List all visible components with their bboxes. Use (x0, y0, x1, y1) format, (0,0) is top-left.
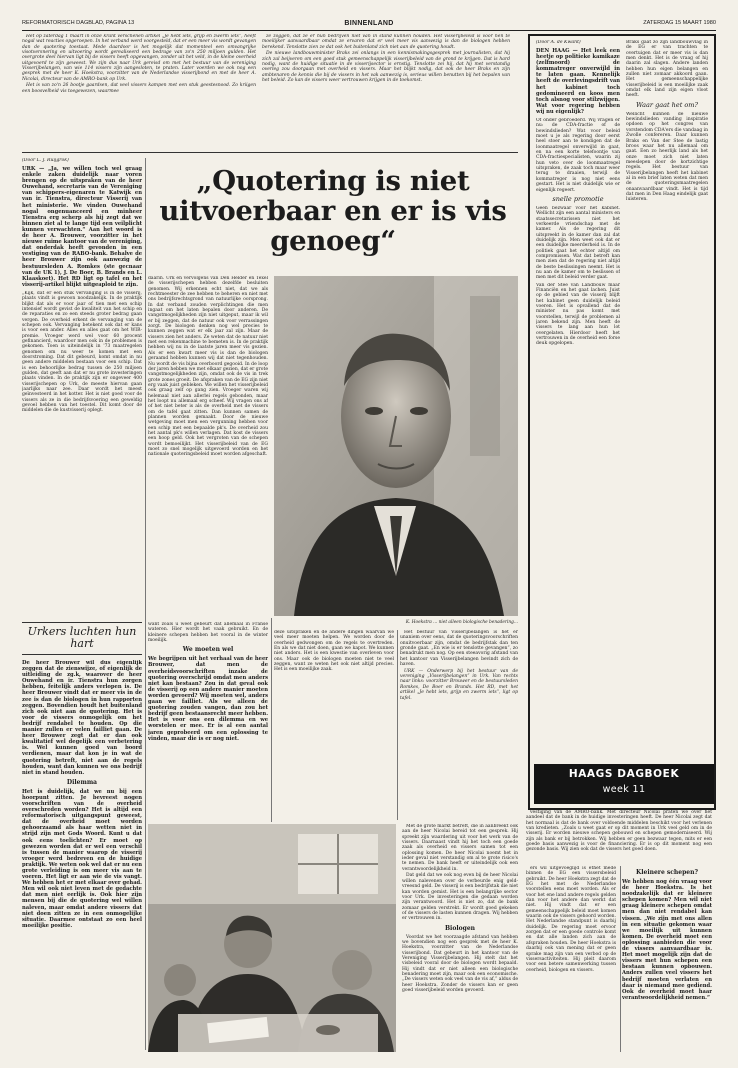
column-rule-1 (145, 158, 146, 1050)
intro-paragraph-3: ze zoggen, dat ze er hun bedrijven niet van in stand kunnen houden. Het visserijbeleid is voor hen te moeilijker aanvaardbaar omdat ze ervaren dat er veel meer vis aanwezig is dan de biologen hebben berekend. Tenslotte zien ze dat ook het buitenland zich niet aan de quotering houdt. (262, 34, 510, 50)
biologen-head: Biologen (444, 924, 475, 932)
lead-column (22, 158, 142, 618)
body-column-4: deze uitspraken en de andere dingen waarvan we veel meer moeten helpen. We worden door de overheid gedwongen om de regels te overtreden. En als we dat niet doen, gaan we kapot. We kunnen niet anders. Het is een kwestie van overleven voor ons. Maar ook de biologen moeten niet te veel zeggen, want ze weten het ook niet altijd precies. Het is een moeilijke zaak. (274, 630, 394, 673)
wetten-head: We moeten wel (182, 646, 234, 654)
hoekstra-paragraph: ers wil uitgevoeglijd is ethet mede binnen de EG een vissersbeleid gebruikt. De heer Hoekstra zegt dat de EG het met de Nederlandse voorstellen eens moet worden. Als er voor het ene land andere regels gelden dan voor het andere dan werkt dat niet. Hij vindt dat er een gemeenschappelijk beleid moet komen waarin ook de vissers gehoord worden. Het Nederlandse standpunt is daarbij duidelijk. De regering moet ervoor zorgen dat er een goede controle komt en dat alle landen zich aan de afspraken houden. De heer Hoekstra is daarbij ook van mening dat er geen sprake mag zijn van een verbod op de vissersactiviteiten. Hij pleit daarom voor een betere samenwerking tussen overheid, biologen en vissers. (526, 866, 616, 973)
newspaper-page (22, 18, 716, 1054)
urkers-divider-bottom (22, 654, 142, 655)
header-section: BINNENLAND (344, 20, 394, 27)
intro-paragraph-1: Het op zaterdag 1 maart in onze krant verschenen artikel „Je hebt iets, grijp en zwerm iets“, heeft nogal wat reacties opgeroepen. In het verband werd voorgesteld, dat er een meer vis wordt gevangen dan de quotering toestaat. Mede daardoor is het mogelijk dat momenteel een omvangrijke visotversnering en uitvoering wordt gerealiseerd een bedrage van zo'n 250 miljoen gulden. Het overgrote deel hiervan ligt bij de vissers heeft opgevangen, zonder uit het veld, in de kleine overheid uitgevoerd te zijn geweest. We zijn dus naar Urk gereisd om met het bestuur van de vereniging Visserijbelangen, van wie 114 vissers zijn aangesloten, te praten. Later voerden we ook nog een gesprek met de heer K. Hoekstra, voorzitter van de Nederlandse visserijbond en met de heer A. Nicolai, directeur van de AMRO-bank op Urk. (22, 34, 256, 82)
bank-paragraph-1: vestiging van de AMRO-bank. Met directeur Nicolai praten we over het aandeel dat de bank in de huidige investeringen heeft. De heer Nicolai zegt dat het normaal is dat de bank over voldoende middelen beschikt voor het verlenen van kredieten. „Zoals u weet gaat er op dit moment in Urk veel geld om in de visserij. Er worden nieuwe schepen gebouwd en schepen gemoderniseerd. Wij zijn als bank er bij betrokken. Wij hebben er geen bezwaar tegen, mits er een goede basis aanwezig is voor de financiering. Er is op dit moment nog een gezonde basis. Wij zien ook dat de vissers het goed doen. (526, 810, 712, 853)
haags-dagboek-title: HAAGS DAGBOEK (568, 768, 680, 780)
sidebar-author: (Door A. de Kwant) (536, 40, 581, 45)
sidebar-column-2 (626, 40, 708, 758)
body-column-5-text: Het bestuur van Visserijbelangen is het er unaniem over eens, dat de quoteringsvoorschriften onuitvoerbaar zijn, omdat de bedrijfstak dan ten gronde gaat. „En wie is er tenslotte gevangen“, zo benadrukt men nog. Op een steeavorig afstand van het kantoor van Visserijbelangen bevindt zich de haven. (400, 630, 518, 668)
urkers-column (22, 660, 142, 1050)
intro-divider (22, 152, 518, 153)
header-left: REFORMATORISCH DAGBLAD, PAGINA 13 (22, 20, 135, 26)
biologen-text: Voordat we het voorzaagde afstand van hebben we bovendien nog een gesprek met de heer K. Hoekstra, voorzitter van de Nederlandse visserijbond. Dat gebeurt in het kantoor van de Vereniging Visserijbelangen. Hij stelt dat het visbeleid vooral door de biologen wordt bepaald. Hij vindt dat er niet alleen een biologische benadering moet zijn, maar ook een economische. „De vissers weten ook veel van de vis af,“ aldus de heer Hoekstra. Zonder de vissers kan er geen goed visserijbeleid worden gevoerd. (402, 934, 518, 994)
body-paragraph-1: „Kijk, dat er een stuk vervanging is in de visserij, plaats vindt is gewoon noodzakelijk. In de praktijk blijkt dat als er voor jaar of tien met een schip intensief wordt gevist de kwaliteit van het schip en de reparaties en zo een steeds groter bedrag gaan vergen. De overheid erkent de vervanging van de schepen ook. Vervanging betekent ook dat er kans is voor een ander. Alles en alles gaat om het WIR-premie. Vroeger werd wel voor 60 procent gefinancierd, waardoor men ook in de problemen is gekomen. Toen is uiteindelijk in '73 maatregelen genomen om nu weer te komen met een doorstroming. Dat dit gebeurd, komt omdat in nu geen andere middelen bestaan voor een schip. Dat is een behoorlijke bedrag tussen de 250 miljoen gulden, dat geeft aan dat er nu grote investeringen plaats vinden. In de praktijk zijn er ongeveer 400 visserijschepen op Urk, de meeste hiervan gaan jaarlijks naar zee. Daar wordt het meest geïnvesteerd in het kotter. Het is niet goed voor de vissers als ze in die bedrijfsvoering een geweldig gevoel hebben van het toestel. Dit komt door de middelen die de kustvisserij oplegt. (22, 290, 142, 414)
sidebar-lead: DEN HAAG — Het leek een heetje op politieke kamikaze (zelfmoord) de kommatreger onverwijld in te laten gaan. Kennelijk heeft de overlevingsdrift van het kabinet toch gedomineerd en koos men toch alsnog voor stilzwijgen. Wat voor regering hebben wij nu eigenlijk? (536, 48, 620, 115)
header-date: ZATERDAG 15 MAART 1980 (643, 20, 716, 26)
kleinere-head: Kleinere schepen? (636, 869, 698, 876)
photo-portrait (274, 276, 518, 616)
kleinere-text: We hebben nog één vraag voor de heer Hoekstra. Is het noodzakelijk dat er kleinere schepen komen? Men wil niet graag kleinere schepen omdat men dan niet rendabel kan vissen. „We zijn met ons allen in een situatie gekomen waar we moeilijk uit kunnen komen. De overheid moet een oplossing aanbieden die voor de vissers aanvaardbaar is. Het moet mogelijk zijn dat de vissers met hun schepen een bestaan kunnen opbouwen. Anders zullen veel vissers het bedrijf moeten verlaten en daar is niemand mee gediend. Ook de overheid moet haar verantwoordelijkheid nemen.“ (622, 879, 712, 1001)
sidebar-text-5: Wellicht kunnen de nieuwe bewindslieden vanding inspiratie opdoen op het congres van vorstendom CDA'ers die vandaag in Zwolle confereren. Daar kunnen Braks en Van der Stee de lastig broos waar het nu allemaal om gaat. Een zo heerlijk land als het onze moet zich niet laten meeslepen door de kortzichtige regels. Het bestuur van Visserijbelangen heeft het kabinet al in een brief laten weten dat men de quoteringsmaatregelen onaanvaardbaar vindt. Het is tijd dat men in Den Haag eindelijk gaat luisteren. (626, 111, 708, 203)
sidebar-column-1 (536, 40, 620, 758)
bank-intro (526, 810, 712, 862)
photo-meeting-image (148, 824, 396, 1052)
haags-dagboek-week: week 11 (602, 784, 646, 795)
kleinere-column (622, 866, 712, 1052)
haags-dagboek-banner (534, 764, 714, 804)
urkers-text: De heer Brouwer wil dus eigenlijk zeggen dat de zienswijze, of eigenlijk de uitleiding de zg.k, waarover de heer Ouwehand en ir. Tienstra hun zorgen hebben, feitelijk anders verlopen is. De heer Brouwer vindt dat er meer vis in de zee is dan de biologen in hun rapporten zeggen. Bovendien houdt het buitenland zich ook niet aan de quotering. Het is voor de vissers onmogelijk om het bedrijf rendabel te houden. Op die manier zullen er velen failliet gaan. De heer Brouwer zegt dat er dan ook kwalitatief wel degelijk een verbetering is. Wel kunnen goed van boord verdienen, maar dat kon je in wat de quotering betreft, niet aan de regels houden, want dan kunnen we ons bedrijf niet in stand houden. (22, 660, 142, 776)
column-rule-2 (271, 618, 272, 822)
lead-author: (Door L. J. Ruijgrok) (22, 158, 69, 163)
sidebar-text-3: Van der Stee van Landbouw maar Financiën en het gaat lachen. Juist op de gebied van de visserij blijft het kabinet geen duidelijk beleid voeren. Het is opvallend dat de minister nu pas komt met voorstellen, terwijl de problemen al jaren bekend zijn. Men heeft de vissers te lang aan hun lot overgelaten. Hierdoor heeft het vertrouwen in de overheid een forse deuk opgelopen. (536, 282, 620, 347)
sidebar-subhead-1: snelle promotie (552, 194, 604, 203)
urkers-subhead: Urkers luchten hun hart (27, 625, 137, 650)
bank-column (402, 824, 518, 1052)
photo-portrait-image (274, 276, 518, 616)
lead-paragraph: URK — „Ja, we willen toch wel graag enkele zaken duidelijk naar voren brengen op de uitspraken van de heer Ouwehand, secretaris van de Vereniging van schippers-eigenaren te Katwijk en van ir. Tienstra, directeur Visserij van het ministerie. We vinden Ouwehand nogal ongenuanceerd en minheer Tienstra erg scherp als hij zegt dat we binnen ziet al te lange tijd een veilplicht kunnen verwachten.“ Aan het woord is de heer A. Brouwer, voorzitter in het nieuwe ruime kantoor van de vereniging, dat onderdak heeft gevonden in een vestiging van de RABO-bank. Behalve de heer Brouwer zijn ook aanwezig de bestuursleden A. Romkes (ste gecnaar van de UK 1), J. De Boer, B. Brands en L. Klaaskoet). Het RD ligt op tafel en het visserij-artikel blijkt uitgeaploid te zijn. (22, 166, 142, 288)
sidebar-subhead-2: Waar gaat het om? (636, 100, 698, 109)
column-rule-4 (620, 866, 621, 1052)
intro-col1 (22, 34, 256, 148)
body-column-5 (400, 630, 518, 820)
urkers-divider-top (22, 622, 142, 623)
sidebar-text-1: Of onder gebroederd. Wij vragen er nu: de CDA-fractie of de bewindslieden? Wat voor beleid moet u je als regering door eerst heel stoer aan te kondigen dat de loonmaatregel onverwijld in gaat, en na een korte telefoontje van CDA-fractiespecialisten, waarin zij hun veto over de loonmaatregel uitspraken, de zaak toch maar weer terug te draaien, terwijl de kommatreger is nog niet eens gestart. Het is niet duidelijk wie er eigenlijk regeert. (536, 118, 620, 193)
column-rule-3 (397, 630, 398, 820)
sidebar-text-2: Geen bezwaar voor het kabinet. Wellicht zijn een aantal ministers en staatssecretarissen niet het verkeerde vriendschap met de kamer. Als de regering dit uitspreekt in de kamer dan zal dat duidelijk zijn. Men weet ook dat er een duidelijke meerderheid is. In de politiek gaat het echter altijd om compromissen. Wat dat betreft kan men zien dat de regering niet altijd de beste beslissingen neemt. Het is nu aan de kamer om te beslissen of men met dit beleid verder gaat. (536, 205, 620, 281)
photo-meeting-caption: URK — Onderwerp bij het bestuur van de vereniging „Visserijbelangen“ in Urk. Van rechts naar links: voorzitter Brouwer en de bestuursleden Romkes, De Boer en Brands. Het RD, met het artikel „Je hebt iets, grijp en zwerm iets“, ligt op tafel. (400, 668, 518, 701)
dilemma-text: Het is duidelijk, dat we nu bij een hoorpunt zitten. Je bevreest nogen voorschriften van de overheid overschreden worden? Het is altijd een reformatorisch uitgangspunt geweest, dat de overheid moet worden gehoorzaamd als haar wetten niet in strijd zijn met Gods Woord. Kunt u dat ook eens toelichten? Er moet op gewezen worden dat er wel een verschil is tussen de manier waarop de visserij vroeger werd bedreven en de huidige praktijk. We weten ook wel dat er nu een grote verleiding is om meer vis aan te voeren. Het ligt er aan wie de vis vangt. We hebben het er met elkaar over gehad. Men wil ook niet leven met de gedachte dat men niet eerlijk is. Ook hier zijn mensen bij die de quotering wel willen naleven, maar omdat andere vissers dat niet doen zitten ze in een onmogelijke situatie. Daarmee ontstaat zo een heel moeilijke positie. (22, 788, 142, 929)
photo-portrait-caption: K. Hoekstra ... niet alleen biologische benadering... (405, 620, 518, 625)
body-column-3: want zoals u weet gebeurt dat allemaal in Franse wateren. Hier wordt het vaak gebruikt. En de kleinere schepen hebben het vooral in de winter moeilijk. (148, 622, 268, 644)
dilemma-head: Dilemma (66, 778, 98, 786)
intro-col2 (262, 34, 510, 148)
headline: „Quotering is niet uitvoerbaar en er is vis genoeg“ (159, 165, 507, 257)
wetten-column (148, 622, 268, 822)
hoekstra-column (526, 866, 616, 1052)
intro-paragraph-4: De nieuwe landbouwminister Braks zei onlangs in een kennismakingsgesprek met journalisten, dat hij zich zal beijveren om een goed stuk gemeenschappelijk visserijbeleid van de grond te krijgen. Dat is hard nodig, want de huidige situatie in de visserijsector is ernstig. Tenslotte zei hij, dat hij met verstandig overleg zou doorgaan met overheid en vissers. Maar het blijkt nodig, dat ook de heer Braks en zijn ambtenaren de kennis die bij de vissers in het vak aanwezig is, serieus willen benutten bij het bepalen van het beleid. Zo kan de vissers weer vertrouwen krijgen in de toekomst. (262, 51, 510, 84)
sidebar-text-4: Braks gaat zo zijn landbouwvlag in de EG er van trachten te overtuigen dat er meer vis is dan men denkt. Het is de vraag of hij daarin zal slagen. Andere landen hebben hun eigen belangen en zullen niet zomaar akkoord gaan. Het gemeenschappelijke visserijbeleid is een moeilijke zaak omdat elk land zijn eigen vloot heeft. (626, 40, 708, 99)
page-header (22, 18, 716, 31)
photo-meeting (148, 824, 396, 1052)
bank-paragraph-2: Met de grote markt betreft, die in aanbreekt ook aan de heer Nicolai bereid tot een gesprek. Hij spreekt zijn waardering uit voor het werk van de vissers. Daarnaast vindt hij het toch een goede zaak als overheid en vissers samen tot een oplossing komen. De heer Nicolai noemt het in ieder geval niet verstandig om al te grote risico's te nemen. De bank heeft er uiteindelijk ook een verantwoordelijkheid in. (402, 824, 518, 872)
wetten-text: We begrijpen uit het verhaal van de heer Brouwer, dat men de overheidsvoorschriften inzake de quotering overschrijd omdat men anders niet kan bestaan? Zou in dat geval ook de visserij op een andere manier moeten worden gevoerd? Wij moeten wel, anders gaan we failliet. Als we alleen de quotering zouden vangen, dan zou het bedrijf geen bestaansrecht meer hebben. Het is voor ons een dilemma en we worstelen er mee. Er is al een aantal jaren geprobeerd om een oplossing te vinden, maar die is er nog niet. (148, 656, 268, 742)
bank-paragraph-3: Dat geld dat we ook nog even bij de heer Nicolai willen nalevenen over de verbeurde enig geld-vreesnd geld. De visserij is een bedrijfstak die niet kan worden gemist. Het is een belangrijke sector voor Urk. De investeringen die gedaan worden zijn verantwoord. Het is niet zo, dat de bank zomaar gelden verstrekt. Er wordt goed gekeken of de vissers de lasten kunnen dragen. Wij hebben er vertrouwen in. (402, 873, 518, 922)
intro-paragraph-2: Het is van zo'n 26 bootje gaardsen, dat veel vissers kampen met een stuk geestesnood. Zo kriigen een boosvelheid vis toegewezen, waarmee (22, 83, 256, 94)
body-column-2: daarin. Urk en vervolgens van Den Helder en Texel de visserijschepen hebben dezelfde besluiten genomen. Wij erkennen echt niet, dat we als rechtmeester de zee hebben te beheren en niet met ons bedrijfsrechtsgrond van natuurlijke oorsprong. In dat verband zouden verplichtingen die men ingaat om het laten bepalen door anderen. De vangstmogelijkheden zijn niet uitgeput, maar ik wil er bij zeggen, dat de natuur ook voor verrassingen zorgt. De biologen denken nog wel precies te kunnen zeggen wat er elk jaar zal zijn. Maar de vissers zien het anders. Ze weten dat de natuur niet met een rekenmachine te bemeten is. In de praktijk hebben wij nu in de laatste jaren meer vis gezien. Als er een kwart meer vis is dan de biologen geraamd hebben kunnen wij dat niet tegenhouden. Nu wordt de vis bijna overboord gegooid. In de loop der jaren hebben we met elkaar gezien, dat er grote vangstmogelijkheden zijn, omdat ook de vis in trek grote zones groeit. De afspraken van de EG zijn niet erg vaak juist gebleken. We willen het visserijbeleid ook graag zelf op gang zien. Vroeger waren wij helemaal niet aan allerlei regels gebonden, maar het loopt nu allemaal erg scheef. Wij vragen ons af of het niet beter is als de overheid met de vissers om de tafel gaat zitten. Dan kunnen samen de plannen worden gemaakt. Door de nieuwe wetgeving moet men een vergunning hebben voor een schip met een bepaalde pk's. De overheid zou het aantal pk's willen verlagen. Dat kost de vissers een hoop geld. Ook het vergroten van de schepen wordt bemoeilijkt. Het visserijbeleid van de EG moet zo snel mogelijk uitgevoerd worden en het nationale quoteringsbeleid moet worden afgeschaft. (148, 276, 268, 458)
